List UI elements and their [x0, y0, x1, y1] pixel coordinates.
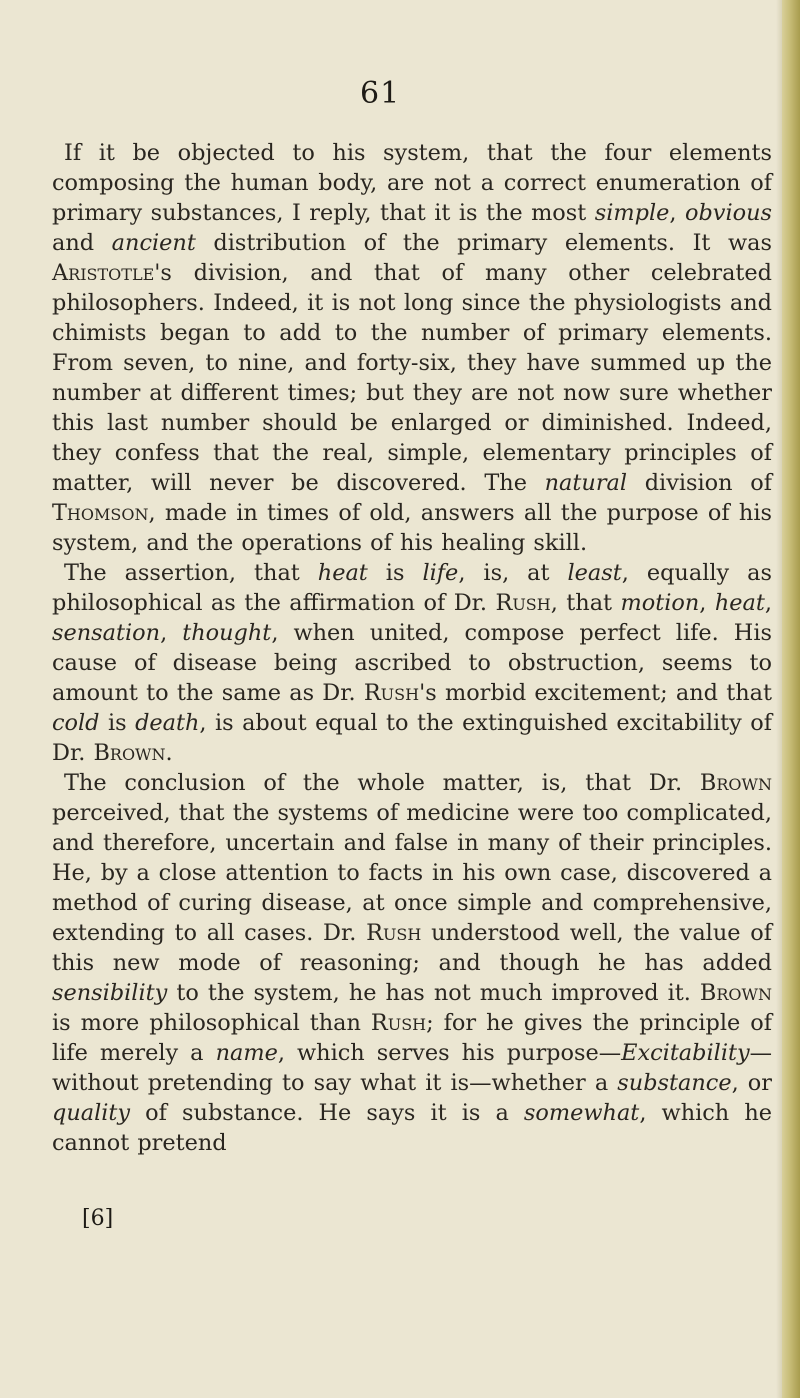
text-run: , when united, compose perfect life. His cause of disease being ascribed to obstruction, seems to amount to the same as Dr.: [52, 620, 772, 706]
text-run: ,: [764, 590, 772, 616]
proper-name: Thomson: [52, 500, 149, 526]
italic-text: death: [135, 710, 200, 736]
proper-name: Brown: [93, 740, 166, 766]
italic-text: quality: [52, 1100, 131, 1126]
paragraph: [52, 558, 772, 768]
text-run: ,: [160, 620, 183, 646]
text-run: 's division, and that of many other celebrated philosophers. Indeed, it is not long since the physiologists and chimists began to add to the number of primary elements. From seven, to nine, and forty-six, they have summed up the number at different times; but they are not now sure whether this last number should be enlarged or diminished. Indeed, they confess that the real, simple, elementary principles of matter, will never be discovered. The: [52, 260, 772, 496]
text-run: , or: [731, 1070, 772, 1096]
text-run: division of: [627, 470, 772, 496]
italic-text: ancient: [111, 230, 196, 256]
page-number: 61: [360, 76, 401, 111]
proper-name: Rush: [366, 920, 422, 946]
proper-name: Aristotle: [52, 260, 155, 286]
text-run: is: [367, 560, 423, 586]
italic-text: sensation: [52, 620, 161, 646]
text-run: If it be objected to his system, that the four elements composing the human body, are not a correct enumeration of primary substances, I reply, that it is the most: [52, 140, 772, 226]
italic-text: simple: [594, 200, 670, 226]
text-run: ,: [669, 200, 685, 226]
italic-text: sensibility: [52, 980, 168, 1006]
text-run: to the system, he has not much improved it.: [167, 980, 700, 1006]
italic-text: heat: [317, 560, 368, 586]
italic-text: cold: [52, 710, 100, 736]
signature-mark: [6]: [82, 1206, 114, 1231]
proper-name: Rush: [495, 590, 551, 616]
italic-text: thought: [182, 620, 272, 646]
text-run: , is, at: [458, 560, 568, 586]
text-run: is more philosophical than: [52, 1010, 371, 1036]
text-run: perceived, that the systems of medicine were too complicated, and therefore, uncertain and false in many of their principles. He, by a close attention to facts in his own case, discovered a method of curing disease, at once simple and comprehensive, extending to all cases. Dr.: [52, 800, 772, 946]
paragraph: [52, 138, 772, 558]
proper-name: Rush: [370, 1010, 427, 1036]
italic-text: natural: [544, 470, 628, 496]
proper-name: Brown: [699, 980, 772, 1006]
text-run: , is about equal to the extinguished excitability of Dr.: [52, 710, 772, 766]
italic-text: heat: [714, 590, 765, 616]
italic-text: somewhat: [523, 1100, 640, 1126]
text-run: .: [165, 740, 173, 766]
text-run: and: [52, 230, 112, 256]
body-text: [52, 138, 772, 1158]
text-run: , made in times of old, answers all the purpose of his system, and the operations of his healing skill.: [52, 500, 772, 556]
text-run: understood well, the value of this new mode of reasoning; and though he has added: [52, 920, 772, 976]
text-run: of substance. He says it is a: [130, 1100, 524, 1126]
page-binding-edge: [782, 0, 800, 1398]
text-run: ,: [699, 590, 715, 616]
italic-text: Excitability: [621, 1040, 750, 1066]
text-run: , that: [550, 590, 621, 616]
proper-name: Rush: [363, 680, 420, 706]
italic-text: obvious: [684, 200, 772, 226]
italic-text: substance: [617, 1070, 732, 1096]
italic-text: least: [567, 560, 622, 586]
italic-text: name: [215, 1040, 278, 1066]
text-run: , which serves his purpose—: [277, 1040, 622, 1066]
text-run: , equally as philosophical as the affirmation of Dr.: [52, 560, 772, 616]
text-run: The conclusion of the whole matter, is, that Dr.: [64, 770, 700, 796]
text-run: , which he cannot pretend: [52, 1100, 772, 1156]
paragraph: [52, 768, 772, 1158]
text-run: 's morbid excitement; and that: [419, 680, 772, 706]
text-run: is: [99, 710, 136, 736]
italic-text: motion: [620, 590, 700, 616]
text-run: —without pretending to say what it is—whether a: [52, 1040, 773, 1096]
text-run: The assertion, that: [64, 560, 318, 586]
text-run: distribution of the primary elements. It was: [195, 230, 772, 256]
italic-text: life: [422, 560, 459, 586]
proper-name: Brown: [699, 770, 772, 796]
text-run: ; for he gives the principle of life merely a: [52, 1010, 773, 1066]
